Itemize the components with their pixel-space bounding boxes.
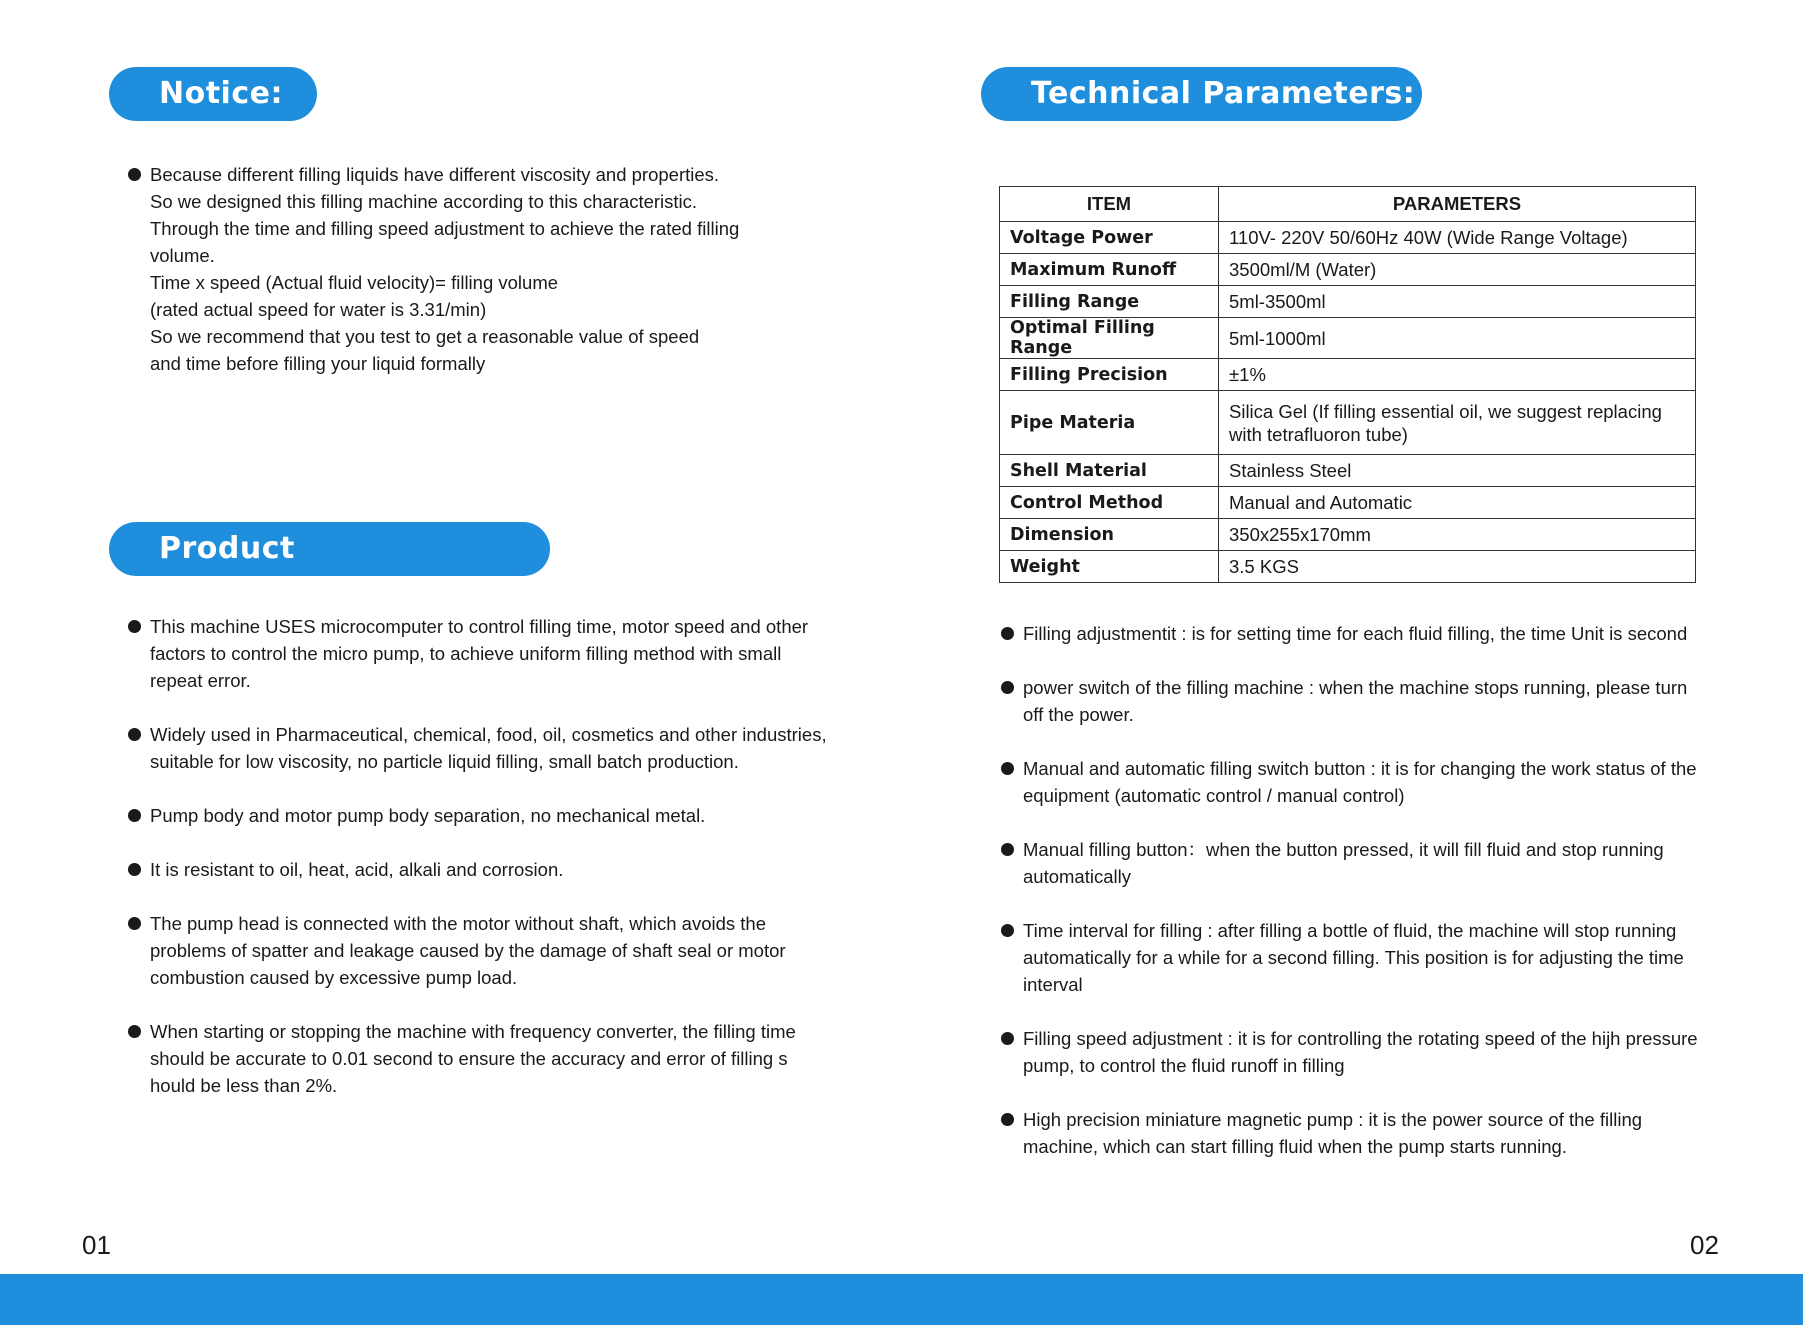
notice-line: Because different filling liquids have different viscosity and properties. xyxy=(150,164,720,185)
intro-text: It is resistant to oil, heat, acid, alkali and corrosion. xyxy=(150,859,564,880)
list-item xyxy=(1001,1106,1701,1160)
item-cell: Voltage Power xyxy=(1000,222,1219,254)
bullet-icon xyxy=(128,1025,141,1038)
notice-line: and time before filling your liquid formally xyxy=(150,353,486,374)
list-item xyxy=(1001,917,1701,998)
item-cell: Shell Material xyxy=(1000,455,1219,487)
item-cell: Dimension xyxy=(1000,519,1219,551)
table-row xyxy=(1000,359,1696,391)
table-row xyxy=(1000,286,1696,318)
bullet-icon xyxy=(128,728,141,741)
intro-text: The pump head is connected with the motor without shaft, which avoids the problems of spatter and leakage caused by the damage of shaft seal or motor combustion caused by excessive pump load. xyxy=(150,913,786,988)
parameter-cell: 3.5 KGS xyxy=(1219,551,1696,583)
list-item xyxy=(128,856,828,883)
product-introductions-heading: Product Introductions: xyxy=(109,522,550,576)
tech-text: Manual and automatic filling switch button : it is for changing the work status of the equipment (automatic control / manual control) xyxy=(1023,758,1697,806)
table-row xyxy=(1000,519,1696,551)
table-header-row xyxy=(1000,187,1696,222)
header-parameters: PARAMETERS xyxy=(1219,187,1696,222)
parameter-cell: Stainless Steel xyxy=(1219,455,1696,487)
product-introductions-list xyxy=(128,613,828,1126)
notice-section xyxy=(128,161,768,377)
bullet-icon xyxy=(1001,924,1014,937)
tech-text: power switch of the filling machine : when the machine stops running, please turn off the power. xyxy=(1023,677,1688,725)
notice-line: (rated actual speed for water is 3.31/min) xyxy=(150,299,487,320)
header-item: ITEM xyxy=(1000,187,1219,222)
list-item xyxy=(1001,755,1701,809)
tech-text: Time interval for filling : after filling a bottle of fluid, the machine will stop running automatically for a while for a second filling. This position is for adjusting the time interval xyxy=(1023,920,1684,995)
bullet-icon xyxy=(128,620,141,633)
bullet-icon xyxy=(128,863,141,876)
parameter-cell: 350x255x170mm xyxy=(1219,519,1696,551)
page-number-left: 01 xyxy=(82,1230,111,1260)
intro-text: When starting or stopping the machine with frequency converter, the filling time should be accurate to 0.01 second to ensure the accuracy and error of filling s hould be less than 2%. xyxy=(150,1021,796,1096)
parameter-cell: 110V- 220V 50/60Hz 40W (Wide Range Voltage) xyxy=(1219,222,1696,254)
page-number-right: 02 xyxy=(1690,1230,1719,1260)
bullet-icon xyxy=(1001,681,1014,694)
bullet-icon xyxy=(1001,762,1014,775)
bullet-icon xyxy=(1001,627,1014,640)
bottom-accent-bar xyxy=(0,1274,1803,1325)
item-cell: Maximum Runoff xyxy=(1000,254,1219,286)
bullet-icon xyxy=(128,168,141,181)
list-item xyxy=(1001,1025,1701,1079)
list-item xyxy=(1001,836,1701,890)
item-cell: Control Method xyxy=(1000,487,1219,519)
list-item xyxy=(1001,674,1701,728)
bullet-icon xyxy=(1001,843,1014,856)
item-cell: Filling Precision xyxy=(1000,359,1219,391)
intro-text: Widely used in Pharmaceutical, chemical, food, oil, cosmetics and other industries, suitable for low viscosity, no particle liquid filling, small batch production. xyxy=(150,724,827,772)
notice-bullet xyxy=(128,161,768,188)
table-row xyxy=(1000,391,1696,455)
intro-text: Pump body and motor pump body separation, no mechanical metal. xyxy=(150,805,706,826)
table-row xyxy=(1000,487,1696,519)
bullet-icon xyxy=(1001,1113,1014,1126)
table-row xyxy=(1000,222,1696,254)
list-item xyxy=(128,613,828,694)
tech-text: Manual filling button：when the button pressed, it will fill fluid and stop running automatically xyxy=(1023,839,1664,887)
intro-text: This machine USES microcomputer to control filling time, motor speed and other factors to control the micro pump, to achieve uniform filling method with small repeat error. xyxy=(150,616,809,691)
list-item xyxy=(1001,620,1701,647)
table-row xyxy=(1000,318,1696,359)
tech-text: Filling adjustmentit : is for setting time for each fluid filling, the time Unit is second xyxy=(1023,623,1688,644)
bullet-icon xyxy=(1001,1032,1014,1045)
tech-text: High precision miniature magnetic pump : it is the power source of the filling machine, which can start filling fluid when the pump starts running. xyxy=(1023,1109,1643,1157)
notice-line: Time x speed (Actual fluid velocity)= filling volume xyxy=(150,272,559,293)
notice-line: So we designed this filling machine according to this characteristic. xyxy=(150,191,698,212)
list-item xyxy=(128,910,828,991)
tech-text: Filling speed adjustment : it is for controlling the rotating speed of the hijh pressure pump, to control the fluid runoff in filling xyxy=(1023,1028,1698,1076)
list-item xyxy=(128,802,828,829)
technical-parameters-heading: Technical Parameters: xyxy=(981,67,1422,121)
bullet-icon xyxy=(128,809,141,822)
parameter-cell: Silica Gel (If filling essential oil, we suggest replacing with tetrafluoron tube) xyxy=(1219,391,1696,455)
item-cell: Weight xyxy=(1000,551,1219,583)
notice-line: volume. xyxy=(150,245,215,266)
table-row xyxy=(1000,455,1696,487)
parameter-cell: ±1% xyxy=(1219,359,1696,391)
table-row xyxy=(1000,254,1696,286)
item-cell: Pipe Materia xyxy=(1000,391,1219,455)
notice-line: So we recommend that you test to get a reasonable value of speed xyxy=(150,326,700,347)
parameter-cell: 3500ml/M (Water) xyxy=(1219,254,1696,286)
bullet-icon xyxy=(128,917,141,930)
parameter-cell: 5ml-1000ml xyxy=(1219,318,1696,359)
parameter-cell: 5ml-3500ml xyxy=(1219,286,1696,318)
technical-notes-list xyxy=(1001,620,1701,1187)
table-row xyxy=(1000,551,1696,583)
item-cell: Filling Range xyxy=(1000,286,1219,318)
list-item xyxy=(128,1018,828,1099)
item-cell: Optimal Filling Range xyxy=(1000,318,1219,359)
notice-line: Through the time and filling speed adjustment to achieve the rated filling xyxy=(150,218,740,239)
technical-parameters-table xyxy=(999,186,1696,583)
parameter-cell: Manual and Automatic xyxy=(1219,487,1696,519)
list-item xyxy=(128,721,828,775)
notice-heading: Notice: xyxy=(109,67,317,121)
